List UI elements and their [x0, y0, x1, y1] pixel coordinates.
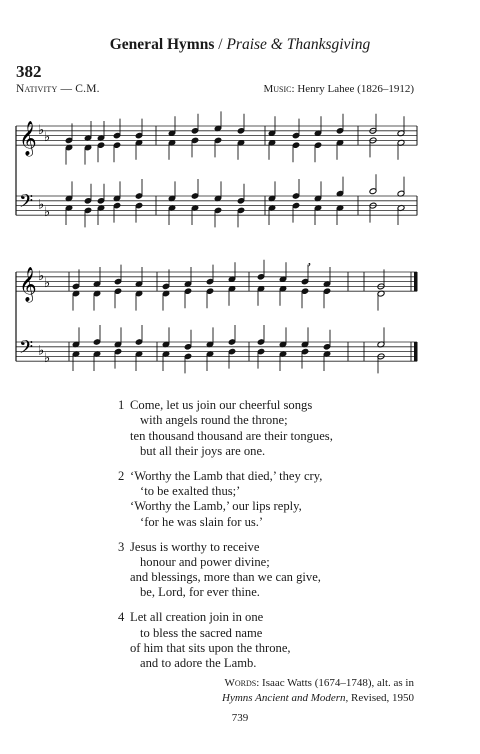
verse-line: ten thousand thousand are their tongues,	[130, 428, 333, 443]
music-credit-composer: Henry Lahee (1826–1912)	[297, 83, 414, 95]
verse-2	[118, 469, 333, 530]
page-number: 739	[231, 712, 249, 724]
final-bar	[414, 272, 417, 291]
header-category: General Hymns	[109, 36, 215, 53]
words-credit-revised: Revised, 1950	[351, 691, 414, 704]
verse-4	[118, 610, 333, 671]
verse-line: Jesus is worthy to receive	[130, 539, 260, 554]
verse-line: of him that sits upon the throne,	[130, 640, 291, 655]
verse-number: 1	[118, 398, 125, 412]
verse-number: 4	[118, 610, 125, 625]
treble-flat: ♭	[44, 276, 51, 292]
header-subcategory: Praise & Thanksgiving	[226, 36, 371, 53]
bass-flat: ♭	[44, 350, 51, 366]
treble-clef: 𝄞	[19, 121, 37, 157]
verse-line: ‘Worthy the Lamb that died,’ they cry,	[130, 468, 323, 483]
final-bar	[414, 342, 417, 361]
bass-clef: 𝄢	[19, 337, 34, 363]
music-credit-label: Music:	[263, 83, 295, 95]
verse-1	[118, 398, 333, 459]
verse-line: to bless the sacred name	[140, 625, 263, 640]
bass-flat: ♭	[44, 204, 51, 220]
verse-line: with angels round the throne;	[140, 413, 288, 428]
verse-line: be, Lord, for ever thine.	[140, 585, 260, 600]
verse-line: honour and power divine;	[140, 554, 270, 569]
treble-clef: 𝄞	[19, 267, 37, 303]
treble-flat: ♭	[38, 268, 45, 284]
verse-line: and to adore the Lamb.	[140, 656, 257, 671]
words-credit-source: Hymns Ancient and Modern,	[222, 691, 349, 704]
words-credit-author: Isaac Watts (1674–1748), alt. as in	[262, 677, 414, 689]
score-system-1	[16, 111, 417, 227]
verse-line: and blessings, more than we can give,	[130, 570, 321, 585]
bass-flat: ♭	[38, 343, 45, 359]
words-credit-label: Words:	[224, 677, 260, 689]
bass-clef: 𝄢	[19, 191, 34, 217]
hymn-number: 382	[16, 62, 42, 81]
treble-flat: ♭	[44, 130, 51, 146]
score-system-2	[16, 260, 417, 374]
verse-number: 2	[118, 468, 125, 483]
verse-number: 3	[118, 539, 125, 554]
header-separator: /	[214, 36, 227, 53]
treble-flat: ♭	[38, 122, 45, 138]
verse-line: Let all creation join in one	[130, 610, 264, 625]
words-credit	[222, 676, 414, 705]
verses	[118, 398, 333, 681]
verse-3	[118, 540, 333, 601]
breath-mark: ’	[307, 261, 312, 276]
verse-line: Come, let us join our cheerful songs	[130, 398, 313, 412]
tune-name: Nativity — C.M.	[16, 83, 100, 95]
verse-line: ‘for he was slain for us.’	[140, 514, 264, 529]
bass-flat: ♭	[38, 197, 45, 213]
verse-line: ‘Worthy the Lamb,’ our lips reply,	[130, 499, 302, 514]
verse-line: but all their joys are one.	[140, 443, 266, 458]
verse-line: ‘to be exalted thus;’	[140, 484, 241, 499]
